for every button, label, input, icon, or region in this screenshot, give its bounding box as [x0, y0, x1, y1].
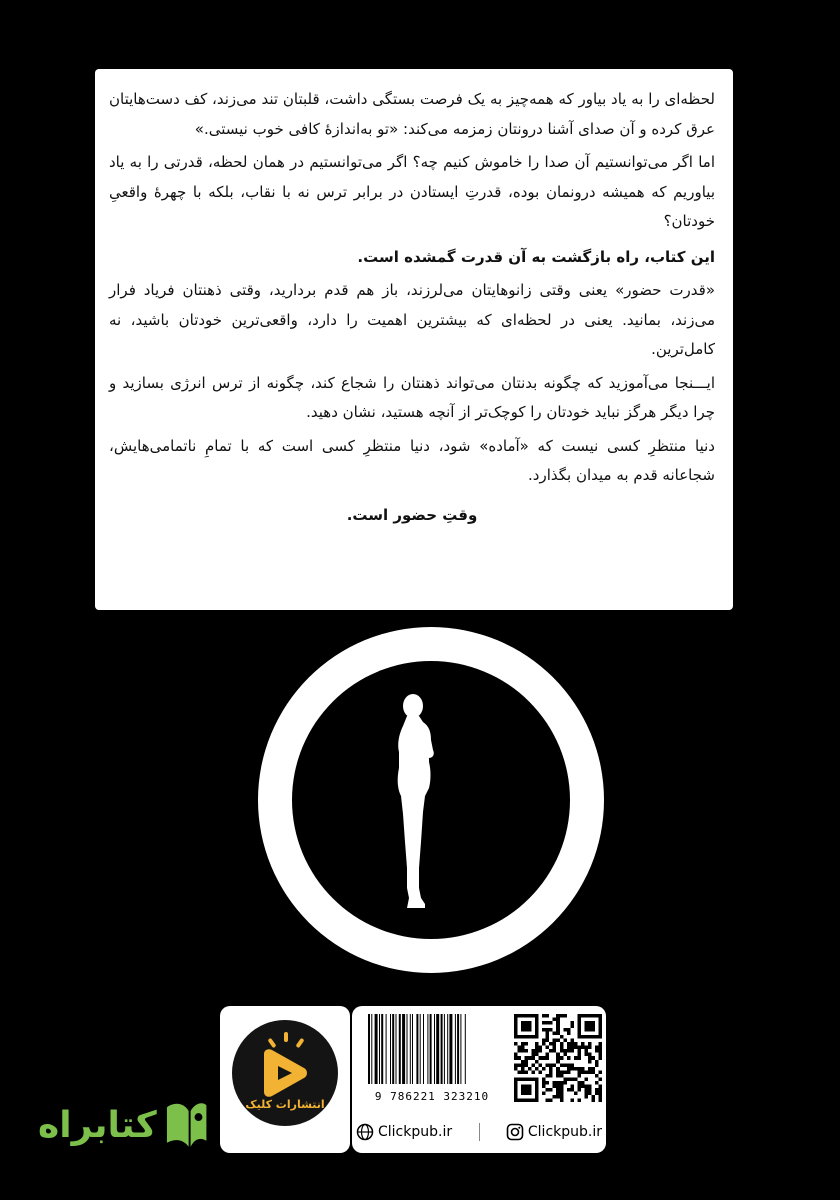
- paragraph-2: اما اگر می‌توانستیم آن صدا را خاموش کنیم چه؟ اگر می‌توانستیم در همان لحظه، قدرتی را به یاد بیاوریم که همیشه درونمان بوده، قدرتِ ایستادن در برابر ترس نه با نقاب، بلکه با چهرهٔ واقعیِ خودتان؟: [109, 153, 715, 230]
- paragraph-6: دنیا منتظرِ کسی نیست که «آماده» شود، دنیا منتظرِ کسی است که با تمامِ ناتمامی‌هایش، شجاعانه قدم به میدان بگذارد.: [109, 436, 715, 484]
- publisher-name: انتشارات کلیک: [245, 1098, 325, 1111]
- paragraph-3-bold: این کتاب، راه بازگشت به آن قدرت گمشده است.: [357, 247, 715, 266]
- back-cover-text-box: [95, 69, 733, 610]
- instagram-text: Clickpub.ir: [527, 1124, 602, 1140]
- instagram-icon: [506, 1123, 524, 1141]
- divider: [479, 1123, 480, 1141]
- paragraph-4: «قدرت حضور» یعنی وقتی زانوهایتان می‌لرزند، باز هم قدم بردارید، وقتی ذهنتان فریاد فرار می‌زند، بمانید. یعنی در لحظه‌ای که بیشترین اهمیت را دارد، واقعی‌ترین خودتان باشید، نه کامل‌ترین.: [109, 281, 715, 358]
- paragraph-5: ایـــنجا می‌آموزید که چگونه بدنتان می‌تواند ذهنتان را شجاع کند، چگونه از ترس انرژی بسازید و چرا دیگر هرگز نباید خودتان را کوچک‌تر از آنچه هستید، نشان دهید.: [109, 373, 715, 421]
- barcode-bars: [368, 1014, 496, 1084]
- qr-code: [514, 1014, 602, 1102]
- barcode: [358, 1010, 506, 1106]
- paragraph-1: لحظه‌ای را به یاد بیاور که همه‌چیز به یک فرصت بستگی داشت، قلبتان تند می‌زند، کف دست‌هایتان عرق کرده و آن صدای آشنا درونتان زمزمه می‌کند: «تو به‌اندازهٔ کافی خوب نیستی.»: [109, 90, 715, 138]
- social-row: [356, 1118, 602, 1146]
- website-item[interactable]: [356, 1123, 452, 1141]
- website-text: Clickpub.ir: [378, 1124, 453, 1140]
- store-logo: [38, 1092, 210, 1158]
- publisher-logo: [232, 1020, 338, 1126]
- barcode-number: 9 786221 323210: [374, 1090, 490, 1103]
- book-leaf-icon: [161, 1097, 210, 1153]
- store-name: کتابراه: [38, 1104, 157, 1146]
- globe-icon: [356, 1123, 374, 1141]
- standing-man-silhouette-icon: [385, 692, 445, 917]
- closing-line: وقتِ حضور است.: [346, 505, 478, 524]
- instagram-item[interactable]: [506, 1123, 602, 1141]
